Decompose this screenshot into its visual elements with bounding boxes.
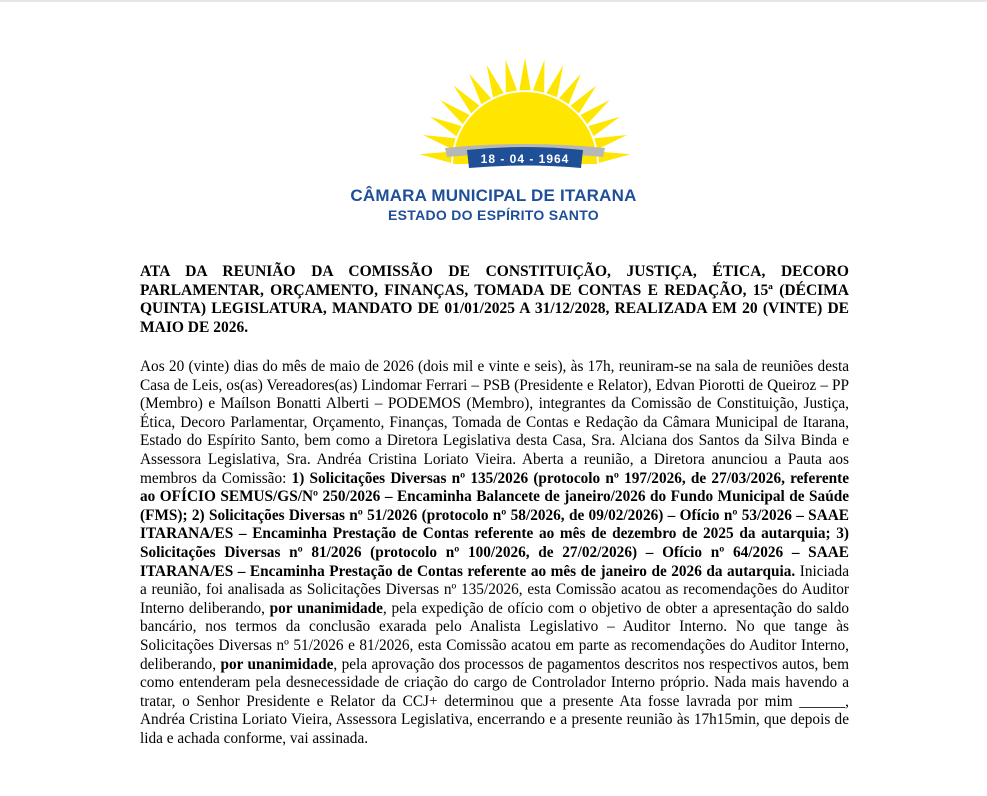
sun-ray — [588, 117, 619, 136]
body-text-1: Aos 20 (vinte) dias do mês de maio de 2026 (dois mil e vinte e seis), às 17h, reuniram-se na sala de reuniões desta Casa de Leis, os(as) Vereadores(as) Lindomar Ferrari – PSB (Presidente e Relator), Edvan Piorotti de Queiroz – PP (Membro) e Maílson Bonatti Alberti – PODEMOS (Membro), integrantes da Comissão de Constituição, Justiça, Ética, Decoro Parlamentar, Orçamento, Finanças, Tomada de Contas e Redação da Câmara Municipal de Itarana, Estado do Espírito Santo, bem como a Diretora Legislativa desta Casa, Sra. Alciana dos Santos da Silva Binda e Assessora Legislativa, Sra. Andréa Cristina Loriato Vieira. Aberta a reunião, a Diretora anunciou a Pauta aos membros da Comissão: — [140, 358, 849, 487]
org-state: ESTADO DO ESPÍRITO SANTO — [387, 207, 599, 223]
founding-date: 18 - 04 - 1964 — [480, 152, 570, 166]
document-title: ATA DA REUNIÃO DA COMISSÃO DE CONSTITUIÇÃO, JUSTIÇA, ÉTICA, DECORO PARLAMENTAR, ORÇAMENTO, FINANÇAS, TOMADA DE CONTAS E REDAÇÃO, 15ª (DÉCIMA QUINTA) LEGISLATURA, MANDATO DE 01/01/2025 A 31/12/2028, REALIZADA EM 20 (VINTE) DE MAIO DE 2026. — [140, 263, 849, 336]
unanimity-2: por unanimidade — [220, 655, 334, 673]
sun-ray — [423, 135, 456, 149]
document-body — [140, 358, 849, 748]
org-name: CÂMARA MUNICIPAL DE ITARANA — [350, 186, 637, 205]
sun-ray — [469, 74, 491, 104]
sun-ray — [506, 60, 518, 93]
body-text-2: Iniciada a reunião, foi analisada as Solicitações Diversas nº 135/2026, esta Comissão acatou as recomendações do Auditor Interno deliberando, — [140, 562, 850, 617]
sun-ray — [487, 65, 504, 97]
sun-ray — [559, 74, 581, 104]
sun-ray — [594, 135, 627, 149]
body-text-3: , pela expedição de ofício com o objetivo de obter a apresentação do saldo bancário, nos termos da conclusão exarada pelo Analista Legislativo – Auditor Interno. No que tange às Solicitações Diversas nº 51/2026 e 81/2026, esta Comissão acatou em parte as recomendações do Auditor Interno, deliberando, — [140, 599, 849, 673]
sun-ray — [546, 65, 563, 97]
sun-ray — [430, 117, 461, 136]
agenda-items: 1) Solicitações Diversas nº 135/2026 (protocolo nº 197/2026, de 27/03/2026, referente ao OFÍCIO SEMUS/GS/Nº 250/2026 – Encaminha Balancete de janeiro/2026 do Fundo Municipal de Saúde (FMS); 2) Solicitações Diversas nº 51/2026 (protocolo nº 58/2026, de 09/02/2026) – Ofício nº 53/2026 – SAAE ITARANA/ES – Encaminha Prestação de Contas referente ao mês de dezembro de 2025 da autarquia; 3) Solicitações Diversas nº 81/2026 (protocolo nº 100/2026, de 27/02/2026) – Ofício nº 64/2026 – SAAE ITARANA/ES – Encaminha Prestação de Contas referente ao mês de janeiro de 2026 da autarquia. — [140, 469, 850, 580]
body-text-4: , pela aprovação dos processos de pagamentos descritos nos respectivos autos, bem como entenderam pela desnecessidade de criação do cargo de Controlador Interno próprio. Nada mais havendo a tratar, o Senhor Presidente e Relator da CCJ+ determinou que a presente Ata fosse lavrada por mim ______, Andréa Cristina Loriato Vieira, Assessora Legislativa, encerrando e a presente reunião às 17h15min, que depois de lida e achada conforme, vai assinada. — [140, 655, 849, 747]
sun-ray — [533, 60, 545, 93]
top-rule — [0, 0, 987, 2]
unanimity-1: por unanimidade — [269, 599, 383, 617]
sun-ray — [519, 58, 530, 90]
